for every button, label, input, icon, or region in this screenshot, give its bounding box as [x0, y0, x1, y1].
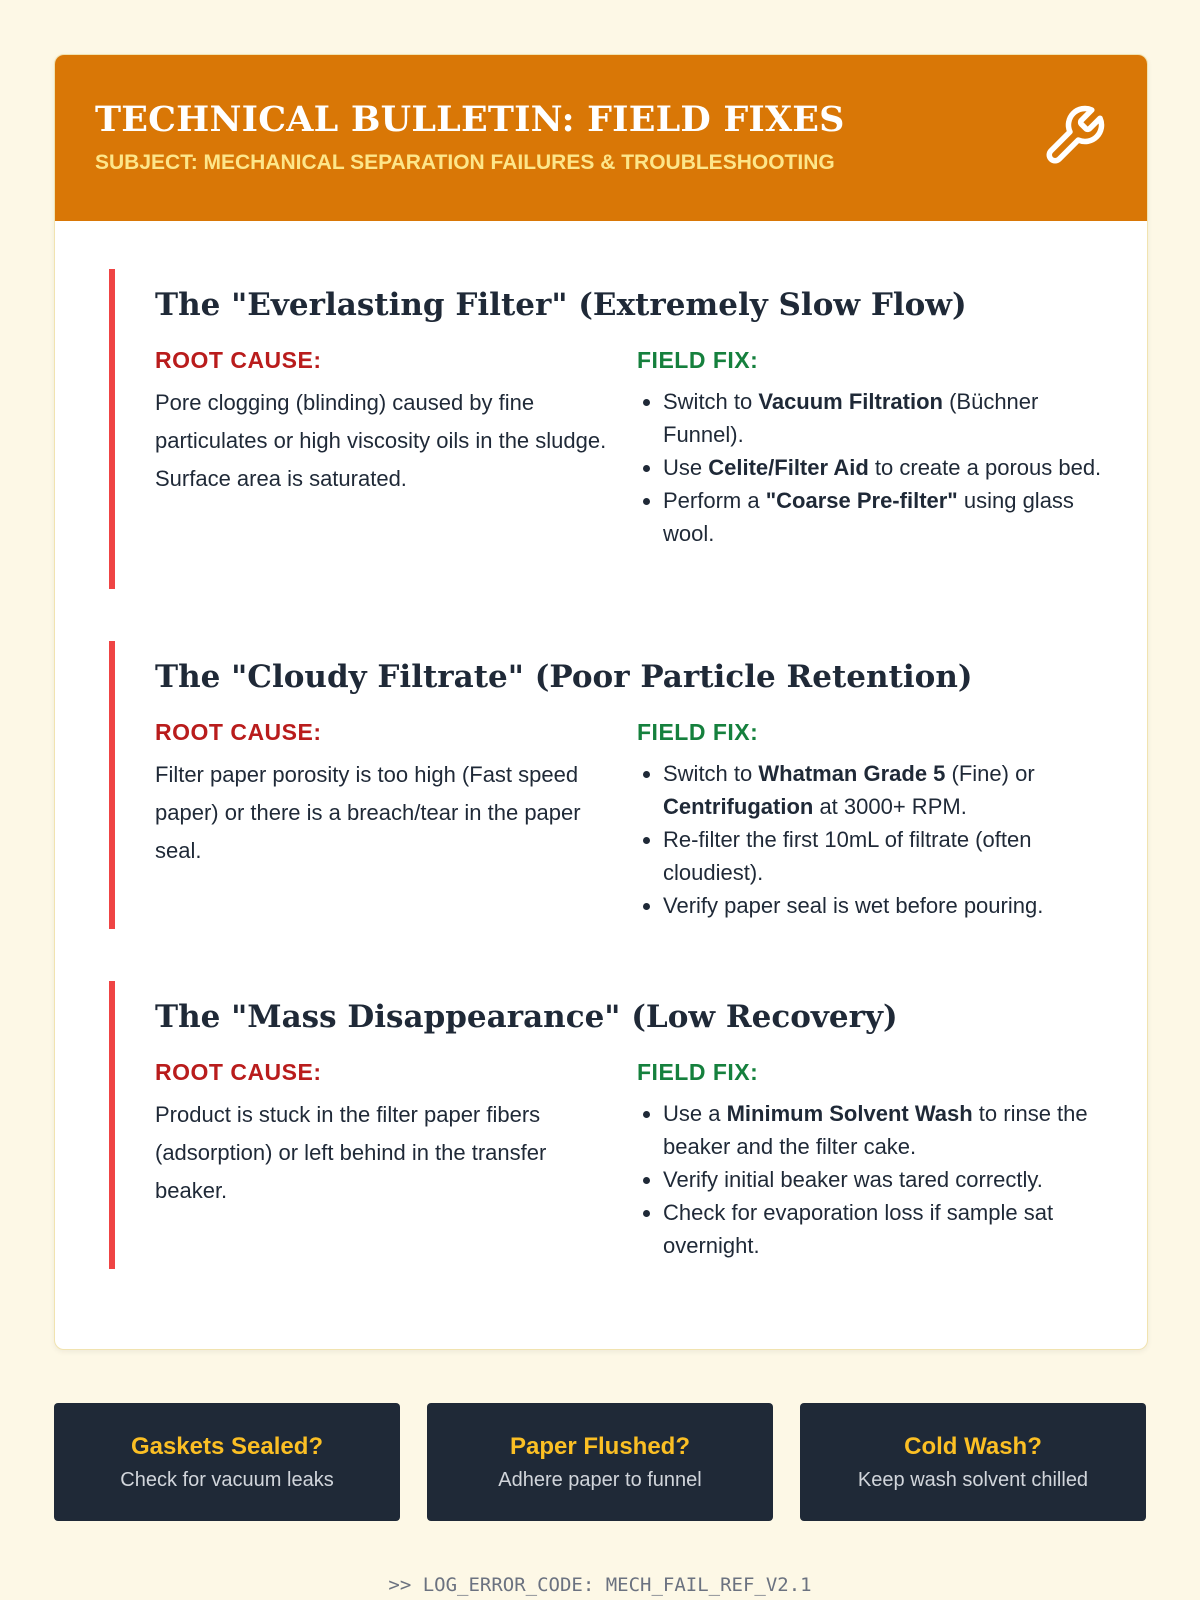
page-subtitle: SUBJECT: MECHANICAL SEPARATION FAILURES & TROUBLESHOOTING — [95, 151, 835, 174]
issue-title: The "Everlasting Filter" (Extremely Slow Flow) — [155, 287, 967, 323]
root-cause-label: ROOT CAUSE: — [155, 1059, 322, 1085]
field-fix-list — [637, 385, 1121, 550]
field-fix-list — [637, 757, 1121, 922]
field-fix-item: • Use Celite/Filter Aid to create a porous bed. — [663, 451, 1121, 484]
tip-text: Adhere paper to funnel — [498, 1469, 702, 1491]
tip-text: Check for vacuum leaks — [120, 1469, 334, 1491]
tip-title: Gaskets Sealed? — [130, 1433, 324, 1460]
bulletin-header — [55, 55, 1147, 221]
log-error-code: >> LOG_ERROR_CODE: MECH_FAIL_REF_V2.1 — [388, 1574, 812, 1596]
issue-section — [109, 981, 1115, 1269]
field-fix-item: • Switch to Whatman Grade 5 (Fine) or Centrifugation at 3000+ RPM. — [663, 757, 1121, 823]
issue-section — [109, 269, 1115, 589]
tip-text: Keep wash solvent chilled — [857, 1469, 1089, 1491]
tip-title: Cold Wash? — [904, 1433, 1042, 1460]
issue-section — [109, 641, 1115, 929]
field-fix-list — [637, 1097, 1121, 1262]
field-fix-item: • Perform a "Coarse Pre-filter" using glass wool. — [663, 484, 1121, 550]
field-fix-item: • Check for evaporation loss if sample sat overnight. — [663, 1196, 1121, 1262]
page-title: TECHNICAL BULLETIN: FIELD FIXES — [95, 99, 845, 140]
root-cause-label: ROOT CAUSE: — [155, 347, 322, 373]
tip-card-gaskets — [54, 1403, 400, 1521]
root-cause-text: Pore clogging (blinding) caused by fine particulates or high viscosity oils in the sludge. Surface area is saturated. — [155, 390, 607, 491]
field-fix-item: • Re-filter the first 10mL of filtrate (often cloudiest). — [663, 823, 1121, 889]
tip-card-paper — [427, 1403, 773, 1521]
bulletin-card — [54, 54, 1148, 1350]
field-fix-label: FIELD FIX: — [637, 1059, 759, 1085]
root-cause-text: Filter paper porosity is too high (Fast speed paper) or there is a breach/tear in the paper seal. — [155, 762, 581, 863]
field-fix-item: • Use a Minimum Solvent Wash to rinse the beaker and the filter cake. — [663, 1097, 1121, 1163]
root-cause-label: ROOT CAUSE: — [155, 719, 322, 745]
issue-title: The "Mass Disappearance" (Low Recovery) — [155, 999, 898, 1035]
field-fix-item: • Verify paper seal is wet before pouring. — [663, 889, 1121, 922]
field-fix-item: • Verify initial beaker was tared correctly. — [663, 1163, 1121, 1196]
issue-title: The "Cloudy Filtrate" (Poor Particle Retention) — [155, 659, 973, 695]
tip-card-cold-wash — [800, 1403, 1146, 1521]
tip-title: Paper Flushed? — [509, 1433, 691, 1460]
root-cause-text: Product is stuck in the filter paper fibers (adsorption) or left behind in the transfer beaker. — [155, 1102, 547, 1203]
field-fix-label: FIELD FIX: — [637, 719, 759, 745]
wrench-icon — [1041, 103, 1107, 169]
field-fix-label: FIELD FIX: — [637, 347, 759, 373]
field-fix-item: • Switch to Vacuum Filtration (Büchner Funnel). — [663, 385, 1121, 451]
